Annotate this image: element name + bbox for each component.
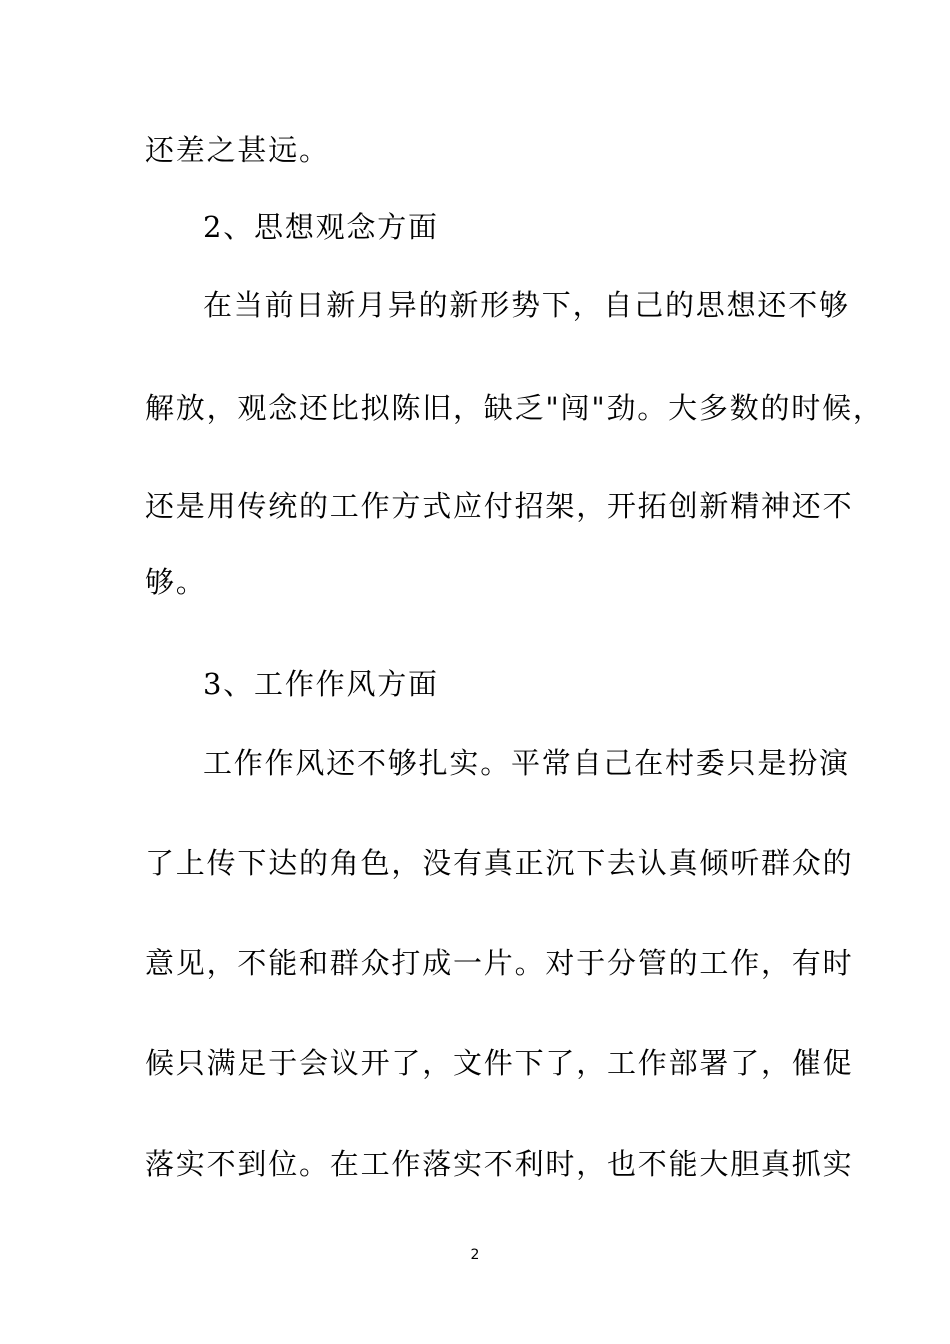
paragraph-line: 工作作风还不够扎实。平常自己在村委只是扮演: [203, 746, 850, 780]
paragraph-line: 了上传下达的角色，没有真正沉下去认真倾听群众的: [145, 846, 854, 880]
paragraph-line: 还是用传统的工作方式应付招架，开拓创新精神还不: [145, 489, 854, 523]
paragraph-line: 解放，观念还比拟陈旧，缺乏"闯"劲。大多数的时候，: [145, 391, 884, 425]
paragraph-line: 落实不到位。在工作落实不利时，也不能大胆真抓实: [145, 1147, 854, 1181]
paragraph-line: 还差之甚远。: [145, 133, 330, 167]
paragraph-line: 够。: [145, 565, 207, 599]
paragraph-line: 候只满足于会议开了，文件下了，工作部署了，催促: [145, 1046, 854, 1080]
paragraph-line: 意见，不能和群众打成一片。对于分管的工作，有时: [145, 946, 854, 980]
section-heading-thinking: 2、思想观念方面: [203, 210, 439, 244]
paragraph-line: 在当前日新月异的新形势下，自己的思想还不够: [203, 288, 850, 322]
section-heading-work-style: 3、工作作风方面: [203, 667, 439, 701]
page-number: 2: [470, 1247, 480, 1263]
